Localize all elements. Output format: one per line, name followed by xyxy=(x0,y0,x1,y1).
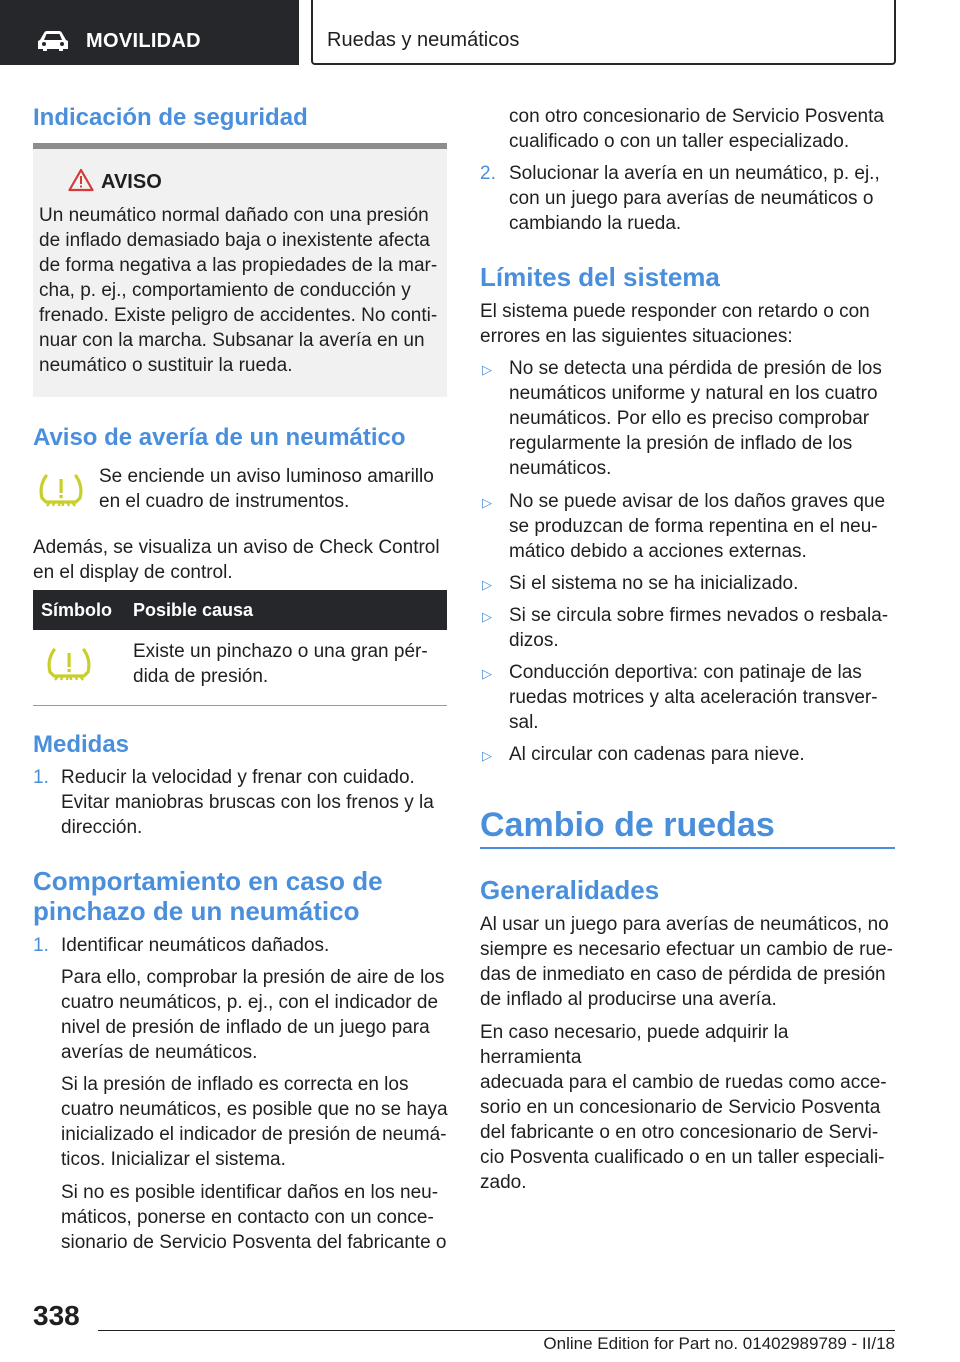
measure-item xyxy=(61,765,451,840)
limit-item xyxy=(509,603,899,653)
limit-item xyxy=(509,571,899,596)
behavior-line: Si no es posible identificar daños en los neu- xyxy=(61,1182,439,1203)
page-number: 338 xyxy=(33,1300,80,1331)
general-line: Al usar un juego para averías de neumáticos, no xyxy=(480,914,889,935)
behavior-line: máticos, ponerse en contacto con un conce- xyxy=(61,1207,434,1228)
bullet-icon: ▷ xyxy=(482,362,492,377)
limit-line: Al circular con cadenas para nieve. xyxy=(509,744,805,765)
section-rule xyxy=(480,847,895,849)
car-icon xyxy=(36,30,70,52)
limit-item xyxy=(509,742,899,767)
cause-line: dida de presión. xyxy=(133,666,269,687)
tire-pressure-warning-icon xyxy=(37,472,85,512)
behavior-line: cuatro neumáticos, es posible que no se haya xyxy=(61,1099,448,1120)
header-chapter-title: Ruedas y neumáticos xyxy=(327,29,520,51)
limit-line: neumáticos. Por ello es preciso comprobar xyxy=(509,408,870,429)
lamp-text xyxy=(99,464,449,514)
header-section-title: MOVILIDAD xyxy=(86,30,201,52)
behavior-first: Identificar neumáticos dañados. xyxy=(61,935,330,956)
limit-item xyxy=(509,489,899,564)
heading-change-wheels: Cambio de ruedas xyxy=(480,806,775,844)
header-chapter-tab[interactable] xyxy=(311,0,896,65)
behavior-paragraph-2 xyxy=(61,1072,451,1172)
warning-line: neumático o sustituir la rueda. xyxy=(39,355,293,376)
behavior-line: nivel de presión de inflado de un juego para xyxy=(61,1017,430,1038)
header-section-tab[interactable] xyxy=(0,0,299,65)
limit-line: No se detecta una pérdida de presión de los xyxy=(509,358,882,379)
warning-title: AVISO xyxy=(101,171,162,193)
behavior-line: averías de neumáticos. xyxy=(61,1042,258,1063)
limit-line: neumáticos uniforme y natural en los cuatro xyxy=(509,383,878,404)
bullet-icon: ▷ xyxy=(482,577,492,592)
list-number: 1. xyxy=(33,935,49,956)
general-line: zado. xyxy=(480,1172,527,1193)
limit-line: sal. xyxy=(509,712,539,733)
general-line: En caso necesario, puede adquirir la herramienta xyxy=(480,1022,789,1068)
heading-limits: Límites del sistema xyxy=(480,262,720,292)
warning-line: de inflado demasiado baja o inexistente afecta xyxy=(39,230,430,251)
continued-line: cualificado o con un taller especializado. xyxy=(509,131,850,152)
step-line: cambiando la rueda. xyxy=(509,213,682,234)
behavior-paragraph-3 xyxy=(61,1180,451,1255)
behavior-line: Si la presión de inflado es correcta en los xyxy=(61,1074,409,1095)
table-col-symbol: Símbolo xyxy=(41,600,112,620)
warning-line: de forma negativa a las propiedades de la mar- xyxy=(39,255,438,276)
measure-line: Evitar maniobras bruscas con los frenos y la xyxy=(61,792,434,813)
behavior-line: cuatro neumáticos, p. ej., con el indicador de xyxy=(61,992,439,1013)
lamp-line: Se enciende un aviso luminoso amarillo xyxy=(99,466,434,487)
table-header xyxy=(33,590,447,630)
general-line: sorio en un concesionario de Servicio Posventa xyxy=(480,1097,881,1118)
limit-line: Si se circula sobre firmes nevados o resbala- xyxy=(509,605,889,626)
warning-line: Un neumático normal dañado con una presión xyxy=(39,205,429,226)
limit-item xyxy=(509,660,899,735)
limit-item xyxy=(509,356,899,481)
cc-line: Además, se visualiza un aviso de Check Control xyxy=(33,537,440,558)
heading-behavior-line: pinchazo de un neumático xyxy=(33,896,360,926)
table-col-cause: Posible causa xyxy=(133,600,254,620)
behavior-line: inicializado el indicador de presión de neumá- xyxy=(61,1124,447,1145)
heading-general: Generalidades xyxy=(480,875,660,905)
measure-line: Reducir la velocidad y frenar con cuidado. xyxy=(61,767,415,788)
behavior-line: Para ello, comprobar la presión de aire de los xyxy=(61,967,445,988)
limit-line: Si el sistema no se ha inicializado. xyxy=(509,573,799,594)
bullet-icon: ▷ xyxy=(482,666,492,681)
general-paragraph-1 xyxy=(480,912,895,1012)
cause-line: Existe un pinchazo o una gran pér- xyxy=(133,641,428,662)
step-2-item xyxy=(509,161,899,236)
tire-pressure-warning-icon xyxy=(45,646,93,686)
limits-intro-line: errores en las siguientes situaciones: xyxy=(480,326,793,347)
limit-line: regularmente la presión de inflado de los xyxy=(509,433,853,454)
check-control-text xyxy=(33,535,447,585)
list-number: 2. xyxy=(480,163,496,184)
behavior-line: sionario de Servicio Posventa del fabricante o xyxy=(61,1232,447,1253)
bullet-icon: ▷ xyxy=(482,495,492,510)
continued-text xyxy=(509,104,899,154)
warning-line: nuar con la marcha. Subsanar la avería en un xyxy=(39,330,425,351)
limit-line: Conducción deportiva: con patinaje de las xyxy=(509,662,862,683)
table-cause-cell xyxy=(133,639,445,689)
behavior-paragraph-1 xyxy=(61,965,451,1065)
limit-line: mático debido a acciones externas. xyxy=(509,541,807,562)
heading-safety: Indicación de seguridad xyxy=(33,104,308,131)
heading-behavior-line: Comportamiento en caso de xyxy=(33,866,383,896)
general-paragraph-2 xyxy=(480,1020,895,1195)
heading-behavior xyxy=(33,866,383,926)
limit-line: neumáticos. xyxy=(509,458,612,479)
limit-line: ruedas motrices y alta aceleración transver- xyxy=(509,687,878,708)
lamp-line: en el cuadro de instrumentos. xyxy=(99,491,350,512)
warning-box xyxy=(33,143,447,397)
warning-line: frenado. Existe peligro de accidentes. No conti- xyxy=(39,305,438,326)
heading-measures: Medidas xyxy=(33,731,130,758)
general-line: siempre es necesario efectuar un cambio de rue- xyxy=(480,939,893,960)
measure-line: dirección. xyxy=(61,817,143,838)
warning-bar xyxy=(33,143,447,149)
continued-line: con otro concesionario de Servicio Posventa xyxy=(509,106,884,127)
step-line: Solucionar la avería en un neumático, p. ej., xyxy=(509,163,880,184)
warning-text xyxy=(39,203,439,378)
general-line: cio Posventa cualificado o en un taller especiali- xyxy=(480,1147,885,1168)
general-line: adecuada para el cambio de ruedas como acce- xyxy=(480,1072,887,1093)
limit-line: se produzcan de forma repentina en el neu- xyxy=(509,516,878,537)
bullet-icon: ▷ xyxy=(482,609,492,624)
list-number: 1. xyxy=(33,767,49,788)
warning-triangle-icon xyxy=(68,168,94,192)
cc-line: en el display de control. xyxy=(33,562,233,583)
general-line: das de inmediato en caso de pérdida de presión xyxy=(480,964,886,985)
limits-intro xyxy=(480,299,895,349)
heading-tire-warning: Aviso de avería de un neumático xyxy=(33,424,406,451)
limit-line: dizos. xyxy=(509,630,559,651)
limits-intro-line: El sistema puede responder con retardo o con xyxy=(480,301,870,322)
behavior-line: ticos. Inicializar el sistema. xyxy=(61,1149,286,1170)
general-line: de inflado al producirse una avería. xyxy=(480,989,777,1010)
limit-line: No se puede avisar de los daños graves que xyxy=(509,491,886,512)
table-bottom-rule xyxy=(33,705,447,706)
bullet-icon: ▷ xyxy=(482,748,492,763)
footer-edition: Online Edition for Part no. 01402989789 - II/18 xyxy=(543,1334,895,1353)
step-line: con un juego para averías de neumáticos o xyxy=(509,188,874,209)
footer-rule xyxy=(98,1330,895,1331)
general-line: del fabricante o en otro concesionario de Servi- xyxy=(480,1122,879,1143)
warning-line: cha, p. ej., comportamiento de conducción y xyxy=(39,280,411,301)
